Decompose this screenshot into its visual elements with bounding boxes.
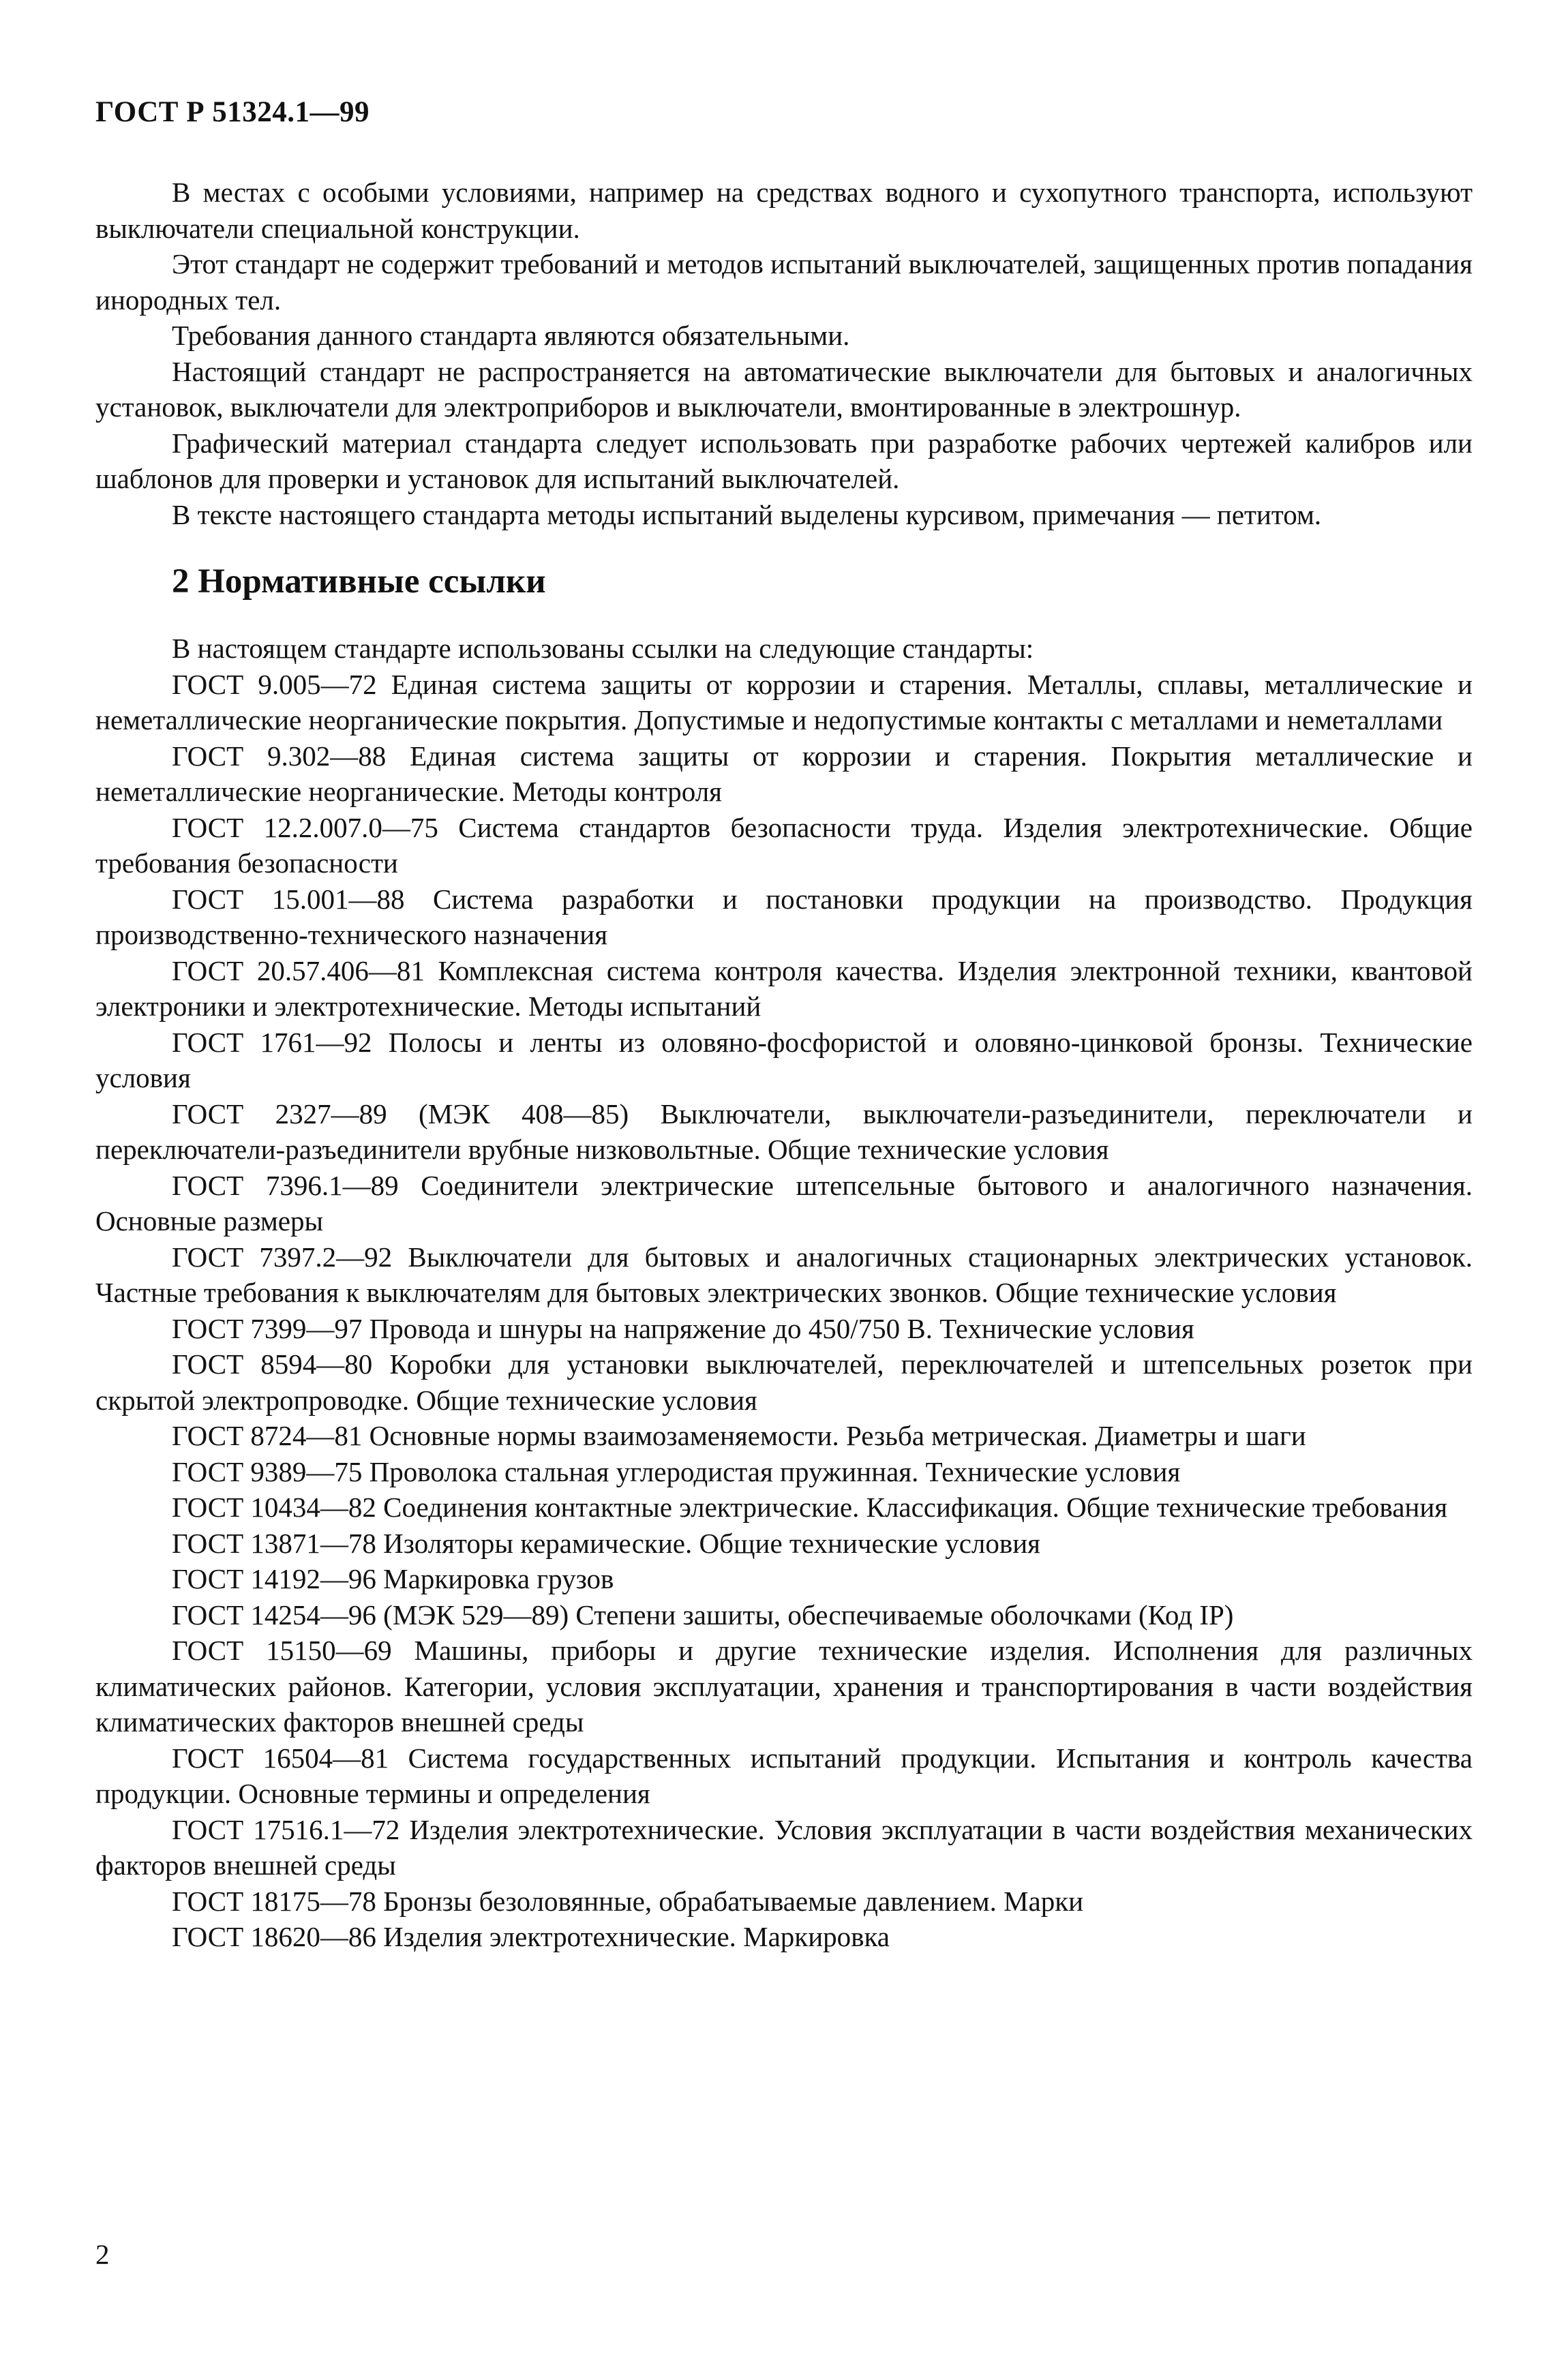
section-title-text: Нормативные ссылки	[198, 562, 546, 601]
intro-paragraph: Этот стандарт не содержит требований и методов испытаний выключателей, защищенных против попадания инородных тел.	[95, 248, 1473, 316]
reference-item: ГОСТ 9389—75 Проволока стальная углеродистая пружинная. Технические условия	[172, 1455, 1181, 1487]
intro-paragraph: В местах с особыми условиями, например на средствах водного и сухопутного транспорта, используют выключатели специальной конструкции.	[95, 177, 1473, 244]
reference-item: ГОСТ 7397.2—92 Выключатели для бытовых и аналогичных стационарных электрических установок. Частные требования к выключателям для бытовых электрических звонков. Общие технические условия	[95, 1241, 1473, 1308]
intro-paragraph: Настоящий стандарт не распространяется на автоматические выключатели для бытовых и аналогичных установок, выключатели для электроприборов и выключатели, вмонтированные в электрошнур.	[95, 355, 1473, 423]
references-lead: В настоящем стандарте использованы ссылки на следующие стандарты:	[172, 633, 1034, 664]
reference-item: ГОСТ 14254—96 (МЭК 529—89) Степени зашиты, обеспечиваемые оболочками (Код IP)	[172, 1599, 1234, 1631]
reference-item: ГОСТ 7399—97 Провода и шнуры на напряжение до 450/750 В. Технические условия	[172, 1312, 1194, 1344]
page-number: 2	[95, 2239, 110, 2270]
reference-item: ГОСТ 13871—78 Изоляторы керамические. Общие технические условия	[172, 1527, 1041, 1559]
reference-item: ГОСТ 12.2.007.0—75 Система стандартов безопасности труда. Изделия электротехнические. Общие требования безопасности	[95, 811, 1473, 879]
intro-block	[95, 175, 1473, 532]
reference-item: ГОСТ 9.005—72 Единая система защиты от коррозии и старения. Металлы, сплавы, металлические и неметаллические неорганические покрытия. Допустимые и недопустимые контакты с металлами и неметаллами	[95, 668, 1473, 736]
reference-item: ГОСТ 9.302—88 Единая система защиты от коррозии и старения. Покрытия металлические и неметаллические неорганические. Методы контроля	[95, 740, 1473, 807]
intro-paragraph: Графический материал стандарта следует использовать при разработке рабочих чертежей калибров или шаблонов для проверки и установок для испытаний выключателей.	[95, 427, 1473, 494]
reference-item: ГОСТ 7396.1—89 Соединители электрические штепсельные бытового и аналогичного назначения. Основные размеры	[95, 1169, 1473, 1237]
section-number: 2	[172, 562, 190, 601]
reference-item: ГОСТ 17516.1—72 Изделия электротехнические. Условия эксплуатации в части воздействия механических факторов внешней среды	[95, 1813, 1473, 1881]
reference-item: ГОСТ 18620—86 Изделия электротехнические. Маркировка	[172, 1921, 890, 1952]
intro-paragraph: Требования данного стандарта являются обязательными.	[172, 320, 850, 351]
reference-item: ГОСТ 1761—92 Полосы и ленты из оловяно-фосфористой и оловяно-цинковой бронзы. Технические условия	[95, 1026, 1473, 1093]
reference-item: ГОСТ 2327—89 (МЭК 408—85) Выключатели, выключатели-разъединители, переключатели и переключатели-разъединители врубные низковольтные. Общие технические условия	[95, 1097, 1473, 1165]
document-header: ГОСТ Р 51324.1—99	[95, 96, 370, 128]
reference-item: ГОСТ 8724—81 Основные нормы взаимозаменяемости. Резьба метрическая. Диаметры и шаги	[172, 1420, 1306, 1451]
intro-paragraph: В тексте настоящего стандарта методы испытаний выделены курсивом, примечания — петитом.	[172, 498, 1322, 530]
reference-item: ГОСТ 18175—78 Бронзы безоловянные, обрабатываемые давлением. Марки	[172, 1885, 1084, 1917]
page-content	[95, 175, 1473, 1955]
reference-item: ГОСТ 20.57.406—81 Комплексная система контроля качества. Изделия электронной техники, квантовой электроники и электротехнические. Методы испытаний	[95, 954, 1473, 1022]
reference-item: ГОСТ 10434—82 Соединения контактные электрические. Классификация. Общие технические требования	[172, 1492, 1448, 1523]
reference-item: ГОСТ 16504—81 Система государственных испытаний продукции. Испытания и контроль качества продукции. Основные термины и определения	[95, 1742, 1473, 1809]
references-list	[95, 631, 1473, 1955]
reference-item: ГОСТ 14192—96 Маркировка грузов	[172, 1563, 614, 1594]
reference-item: ГОСТ 8594—80 Коробки для установки выключателей, переключателей и штепсельных розеток при скрытой электропроводке. Общие технические условия	[95, 1348, 1473, 1416]
reference-item: ГОСТ 15.001—88 Система разработки и постановки продукции на производство. Продукция производственно-технического назначения	[95, 883, 1473, 950]
reference-item: ГОСТ 15150—69 Машины, приборы и другие технические изделия. Исполнения для различных климатических районов. Категории, условия эксплуатации, хранения и транспортирования в части воздействия климатических факторов внешней среды	[95, 1635, 1473, 1738]
section-heading	[172, 561, 1473, 602]
